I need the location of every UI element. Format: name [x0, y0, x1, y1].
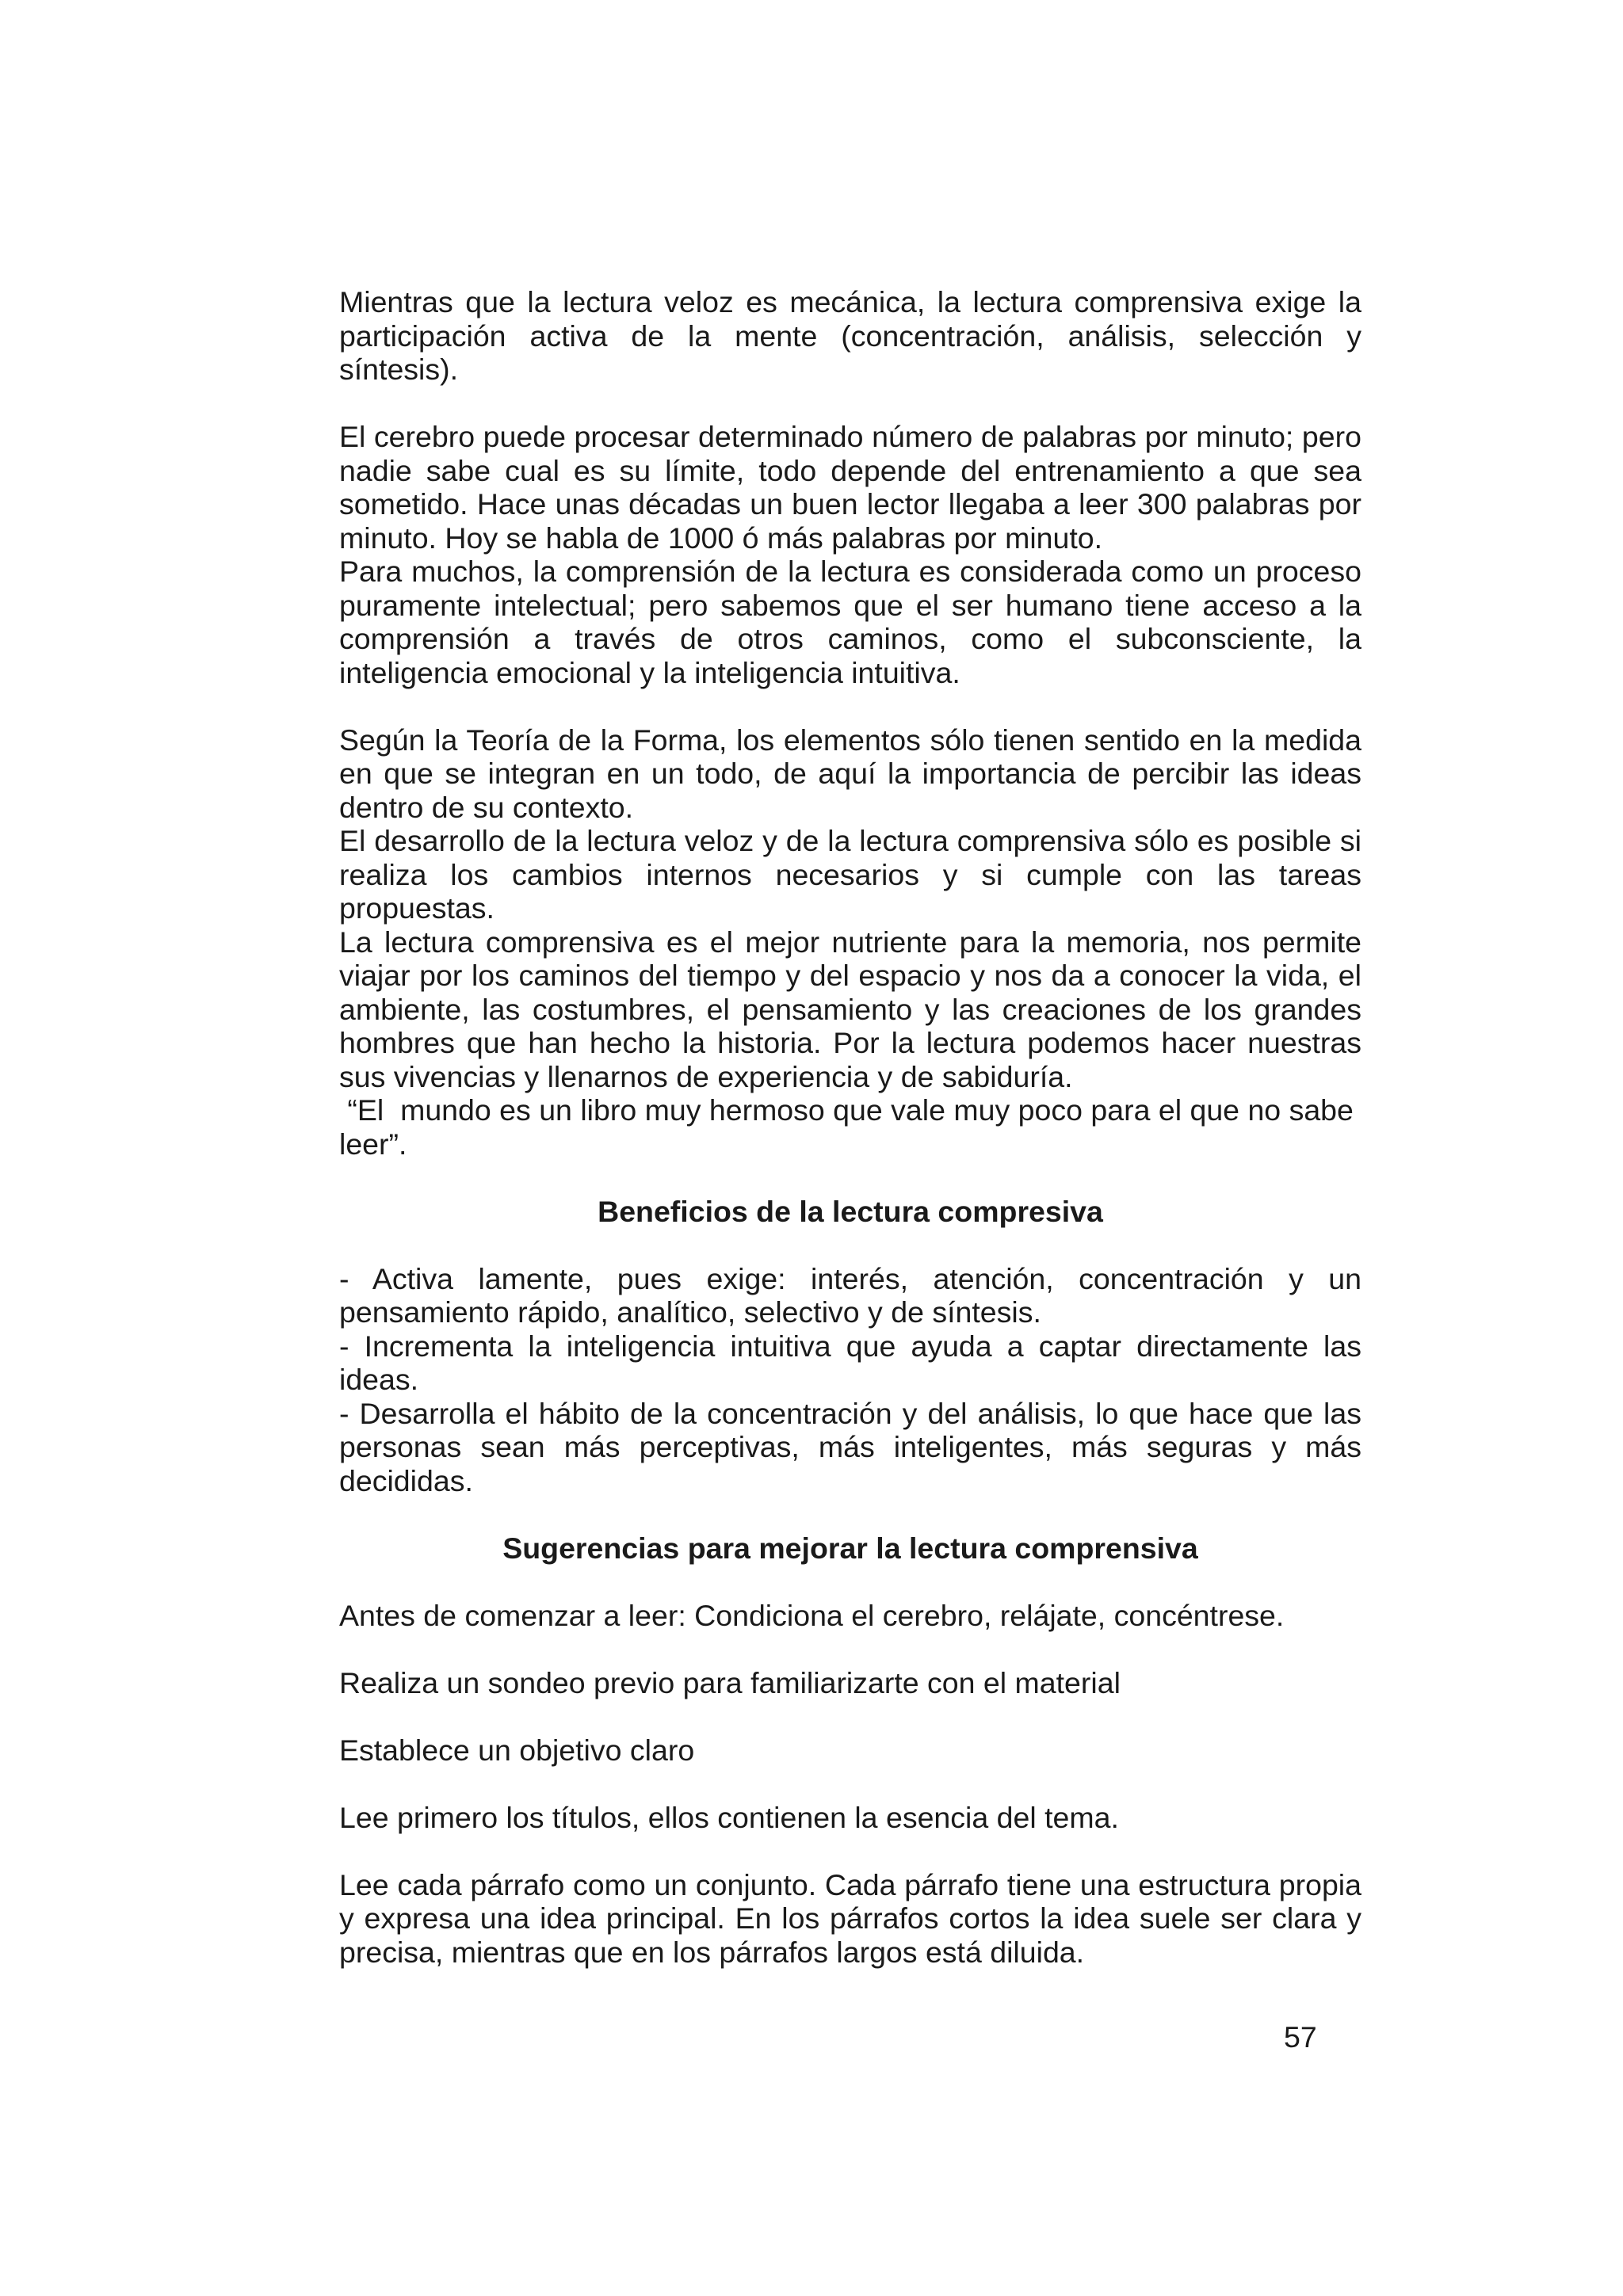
benefit-item: - Desarrolla el hábito de la concentración y del análisis, lo que hace que las personas sean más perceptivas, más inteligentes, más seguras y más decididas.	[339, 1396, 1361, 1497]
paragraph-development: El desarrollo de la lectura veloz y de la lectura comprensiva sólo es posible si realiza los cambios internos necesarios y si cumple con las tareas propuestas.	[339, 824, 1361, 925]
benefit-item: - Activa lamente, pues exige: interés, atención, concentración y un pensamiento rápido, analítico, selectivo y de síntesis.	[339, 1261, 1361, 1329]
page-number: 57	[1284, 2020, 1317, 2054]
paragraph-brain-capacity: El cerebro puede procesar determinado número de palabras por minuto; pero nadie sabe cual es su límite, todo depende del entrenamiento a que sea sometido. Hace unas décadas un buen lector llegaba a leer 300 palabras por minuto. Hoy se habla de 1000 ó más palabras por minuto.	[339, 420, 1361, 555]
paragraph-memory-nutrient: La lectura comprensiva es el mejor nutriente para la memoria, nos permite viajar por los caminos del tiempo y del espacio y nos da a conocer la vida, el ambiente, las costumbres, el pensamiento y las creaciones de los grandes hombres que han hecho la historia. Por la lectura podemos hacer nuestras sus vivencias y llenarnos de experiencia y de sabiduría.	[339, 925, 1361, 1093]
paragraph-reading-speed: Mientras que la lectura veloz es mecánica, la lectura comprensiva exige la participación activa de la mente (concentración, análisis, selección y síntesis).	[339, 285, 1361, 386]
benefit-item: - Incrementa la inteligencia intuitiva que ayuda a captar directamente las ideas.	[339, 1329, 1361, 1396]
paragraph-quote: “El mundo es un libro muy hermoso que vale muy poco para el que no sabe leer”.	[339, 1093, 1362, 1161]
page-body	[339, 285, 1361, 1969]
suggestion-item: Realiza un sondeo previo para familiarizarte con el material	[339, 1665, 1121, 1699]
suggestion-item: Antes de comenzar a leer: Condiciona el cerebro, relájate, concéntrese.	[339, 1598, 1285, 1632]
suggestion-item: Establece un objetivo claro	[339, 1733, 695, 1767]
paragraph-gestalt-theory: Según la Teoría de la Forma, los elementos sólo tienen sentido en la medida en que se integran en un todo, de aquí la importancia de percibir las ideas dentro de su contexto.	[339, 723, 1361, 824]
paragraph-comprehension-process: Para muchos, la comprensión de la lectura es considerada como un proceso puramente intelectual; pero sabemos que el ser humano tiene acceso a la comprensión a través de otros caminos, como el subconsciente, la inteligencia emocional y la inteligencia intuitiva.	[339, 555, 1361, 689]
heading-benefits: Beneficios de la lectura compresiva	[598, 1194, 1103, 1228]
suggestion-item: Lee primero los títulos, ellos contienen la esencia del tema.	[339, 1800, 1119, 1834]
heading-suggestions: Sugerencias para mejorar la lectura comprensiva	[502, 1531, 1198, 1565]
suggestion-item: Lee cada párrafo como un conjunto. Cada párrafo tiene una estructura propia y expresa una idea principal. En los párrafos cortos la idea suele ser clara y precisa, mientras que en los párrafos largos está diluida.	[339, 1867, 1361, 1969]
